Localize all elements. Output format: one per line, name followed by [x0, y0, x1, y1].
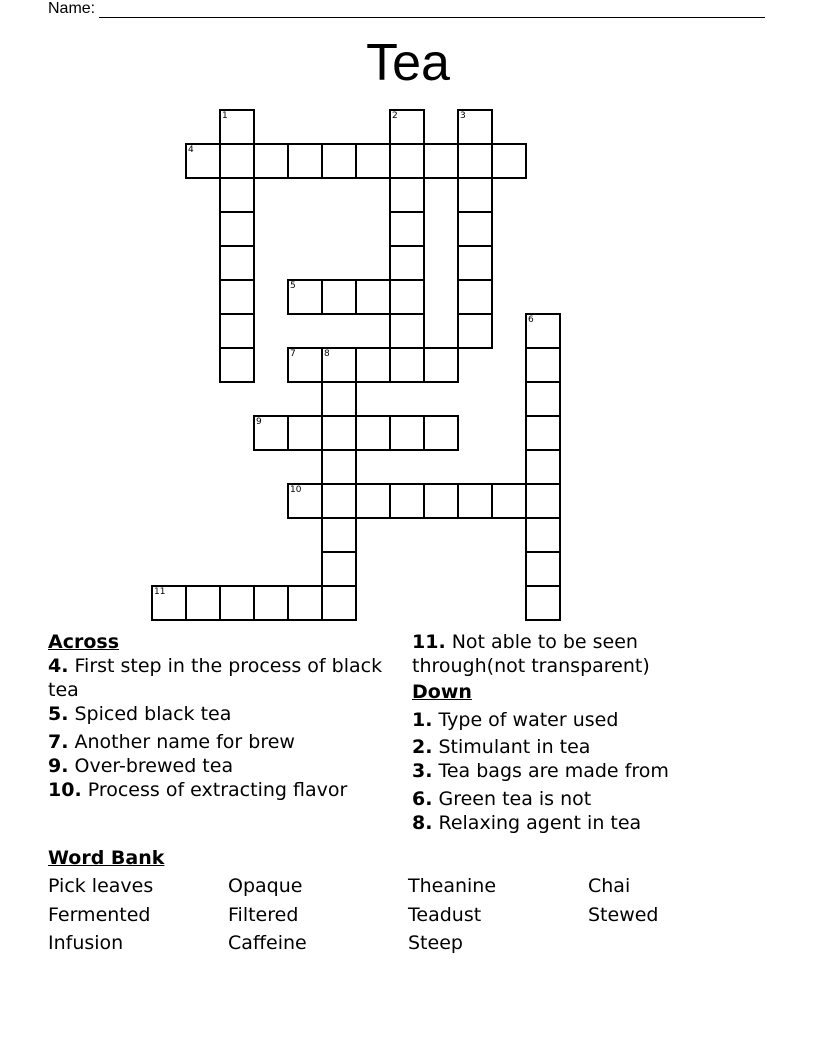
grid-cell[interactable]: [185, 585, 221, 621]
grid-cell[interactable]: [253, 585, 289, 621]
grid-cell[interactable]: [355, 483, 391, 519]
clue-number: 9: [256, 417, 262, 427]
grid-cell[interactable]: [151, 585, 187, 621]
grid-cell[interactable]: [219, 279, 255, 315]
grid-cell[interactable]: [219, 143, 255, 179]
word-bank-item: Fermented: [48, 904, 151, 926]
grid-cell[interactable]: [525, 313, 561, 349]
grid-cell[interactable]: [423, 483, 459, 519]
clue-across-7: 7. Another name for brew: [48, 731, 295, 753]
grid-cell[interactable]: [491, 143, 527, 179]
clue-number: 6: [528, 315, 534, 325]
word-bank-title: Word Bank: [48, 847, 165, 869]
clue-number: 4: [188, 145, 194, 155]
grid-cell[interactable]: [389, 415, 425, 451]
grid-cell[interactable]: [355, 279, 391, 315]
right-clues: [412, 630, 712, 835]
grid-cell[interactable]: [321, 381, 357, 417]
clue-down-3: 3. Tea bags are made from: [412, 760, 669, 782]
grid-cell[interactable]: [287, 585, 323, 621]
grid-cell[interactable]: [253, 143, 289, 179]
grid-cell[interactable]: [525, 449, 561, 485]
grid-cell[interactable]: [389, 313, 425, 349]
word-bank-item: Pick leaves: [48, 875, 154, 897]
across-clues: [48, 630, 388, 802]
name-field[interactable]: [48, 0, 765, 18]
grid-cell[interactable]: [321, 449, 357, 485]
grid-cell[interactable]: [321, 551, 357, 587]
grid-cell[interactable]: [389, 143, 425, 179]
grid-cell[interactable]: [525, 347, 561, 383]
clue-down-8: 8. Relaxing agent in tea: [412, 812, 642, 834]
grid-cell[interactable]: [457, 313, 493, 349]
across-heading: Across: [48, 631, 120, 653]
clue-down-2: 2. Stimulant in tea: [412, 736, 591, 758]
grid-cell[interactable]: [321, 347, 357, 383]
grid-cell[interactable]: [525, 585, 561, 621]
grid-cell[interactable]: [457, 143, 493, 179]
grid-cell[interactable]: [321, 483, 357, 519]
clue-number: 10: [290, 485, 302, 495]
grid-cell[interactable]: [287, 279, 323, 315]
grid-cell[interactable]: [219, 313, 255, 349]
grid-cell[interactable]: [287, 347, 323, 383]
grid-cell[interactable]: [219, 177, 255, 213]
word-bank-item: Infusion: [48, 932, 124, 954]
grid-cell[interactable]: [423, 415, 459, 451]
grid-cell[interactable]: [525, 551, 561, 587]
clue-number: 5: [290, 281, 296, 291]
word-bank-item: Steep: [408, 932, 463, 954]
grid-cell[interactable]: [321, 415, 357, 451]
grid-cell[interactable]: [457, 279, 493, 315]
clue-across-11: 11. Not able to be seen through(not transparent): [412, 631, 650, 677]
word-bank-item: Filtered: [228, 904, 299, 926]
clue-number: 8: [324, 349, 330, 359]
grid-cell[interactable]: [287, 483, 323, 519]
grid-cell[interactable]: [389, 109, 425, 145]
grid-cell[interactable]: [457, 109, 493, 145]
word-bank-item: Teadust: [408, 904, 482, 926]
name-input-line[interactable]: [99, 3, 765, 18]
down-heading: Down: [412, 681, 472, 703]
grid-cell[interactable]: [287, 415, 323, 451]
word-bank-item: Theanine: [408, 875, 497, 897]
clue-across-10: 10. Process of extracting flavor: [48, 779, 348, 801]
grid-cell[interactable]: [389, 177, 425, 213]
grid-cell[interactable]: [389, 279, 425, 315]
grid-cell[interactable]: [321, 279, 357, 315]
grid-cell[interactable]: [389, 211, 425, 247]
clue-across-9: 9. Over-brewed tea: [48, 755, 234, 777]
page-title: Tea: [366, 34, 450, 92]
grid-cell[interactable]: [185, 143, 221, 179]
grid-cell[interactable]: [389, 245, 425, 281]
word-bank-item: Caffeine: [228, 932, 307, 954]
grid-cell[interactable]: [355, 415, 391, 451]
clue-number: 2: [392, 111, 398, 121]
grid-cell[interactable]: [219, 347, 255, 383]
grid-cell[interactable]: [287, 143, 323, 179]
grid-cell[interactable]: [423, 347, 459, 383]
grid-cell[interactable]: [457, 245, 493, 281]
clue-down-6: 6. Green tea is not: [412, 788, 592, 810]
grid-cell[interactable]: [355, 143, 391, 179]
word-bank-item: Stewed: [588, 904, 659, 926]
grid-cell[interactable]: [321, 517, 357, 553]
grid-cell[interactable]: [457, 211, 493, 247]
clue-down-1: 1. Type of water used: [412, 709, 619, 731]
grid-cell[interactable]: [525, 483, 561, 519]
grid-cell[interactable]: [423, 143, 459, 179]
grid-cell[interactable]: [321, 585, 357, 621]
clue-number: 3: [460, 111, 466, 121]
grid-cell[interactable]: [219, 245, 255, 281]
grid-cell[interactable]: [525, 415, 561, 451]
grid-cell[interactable]: [355, 347, 391, 383]
grid-cell[interactable]: [219, 109, 255, 145]
clue-across-4: 4. First step in the process of black tea: [48, 655, 383, 701]
clue-across-5: 5. Spiced black tea: [48, 703, 232, 725]
grid-cell[interactable]: [525, 381, 561, 417]
name-label: Name:: [48, 0, 96, 17]
grid-cell[interactable]: [219, 585, 255, 621]
grid-cell[interactable]: [253, 415, 289, 451]
grid-cell[interactable]: [321, 143, 357, 179]
clue-number: 1: [222, 111, 228, 121]
grid-cell[interactable]: [525, 517, 561, 553]
word-bank-item: Opaque: [228, 875, 303, 897]
grid-cell[interactable]: [389, 483, 425, 519]
grid-cell[interactable]: [457, 483, 493, 519]
clue-number: 7: [290, 349, 296, 359]
grid-cell[interactable]: [389, 347, 425, 383]
grid-cell[interactable]: [491, 483, 527, 519]
clue-number: 11: [154, 587, 166, 597]
grid-cell[interactable]: [219, 211, 255, 247]
word-bank-item: Chai: [588, 875, 631, 897]
grid-cell[interactable]: [457, 177, 493, 213]
